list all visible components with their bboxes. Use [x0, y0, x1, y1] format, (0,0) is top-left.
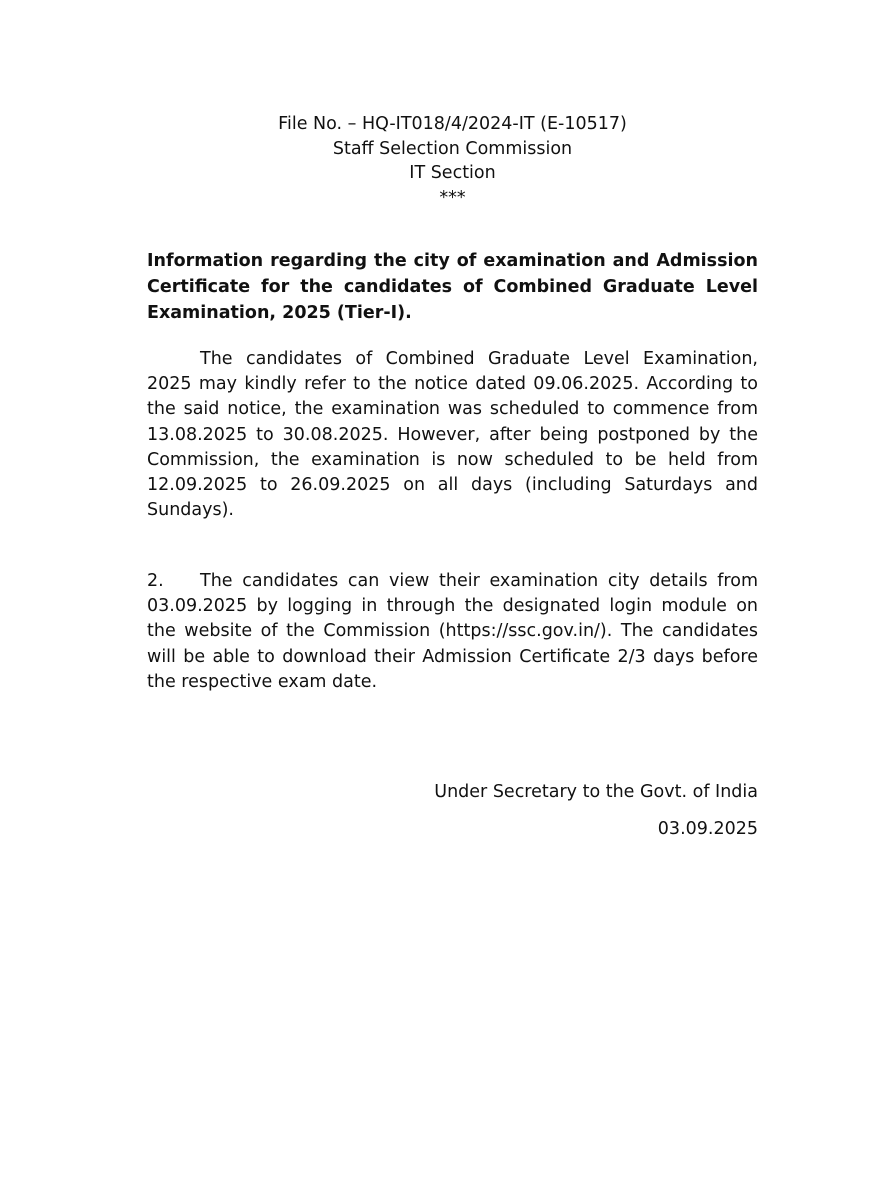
- header-separator: ***: [439, 187, 466, 208]
- notice-title: Information regarding the city of examination and Admission Certificate for the candidates of Combined Graduate Level Examination, 2025 (Tier-I).: [147, 251, 758, 323]
- paragraph-2: [147, 569, 758, 695]
- file-number: File No. – HQ-IT018/4/2024-IT (E-10517): [278, 114, 627, 134]
- paragraph-1: The candidates of Combined Graduate Level Examination, 2025 may kindly refer to the notice dated 09.06.2025. According to the said notice, the examination was scheduled to commence from 13.08.2025 to 30.08.2025. However, after being postponed by the Commission, the examination is now scheduled to be held from 12.09.2025 to 26.09.2025 on all days (including Saturdays and Sundays).: [147, 349, 758, 521]
- signatory-designation: Under Secretary to the Govt. of India: [434, 782, 758, 802]
- paragraph-2-text: The candidates can view their examination city details from 03.09.2025 by logging in through the designated login module on the website of the Commission (https://ssc.gov.in/). The candidates will be able to download their Admission Certificate 2/3 days before the respective exam date.: [147, 571, 758, 692]
- organization-name: Staff Selection Commission: [332, 138, 573, 159]
- document-header: [0, 112, 883, 210]
- section-name: IT Section: [409, 163, 496, 183]
- paragraph-2-number: 2.: [147, 571, 164, 591]
- notice-date: 03.09.2025: [657, 819, 758, 839]
